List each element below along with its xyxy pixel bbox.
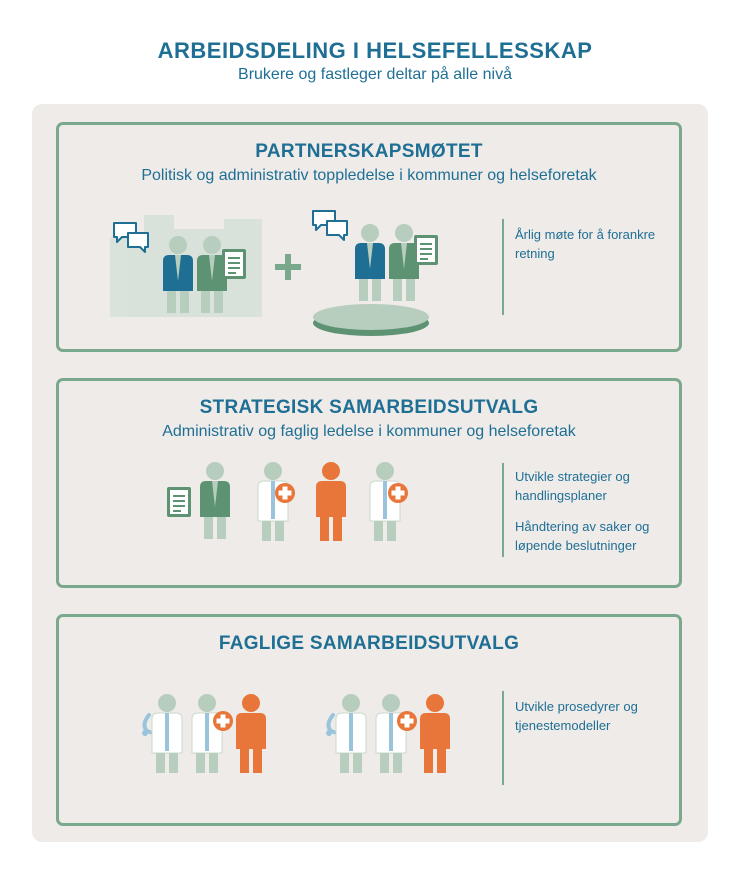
document-icon	[414, 235, 438, 265]
level-card-strategic	[56, 378, 682, 588]
level-subtitle: Administrativ og faglig ledelse i kommuner og helseforetak	[162, 423, 576, 440]
patient-icon	[316, 462, 346, 541]
level-title: FAGLIGE SAMARBEIDSUTVALG	[218, 633, 520, 654]
professional-illustration-group-2	[321, 693, 481, 793]
doctor-icon	[336, 694, 366, 773]
patient-icon	[420, 694, 450, 773]
level-card-partnership	[56, 122, 682, 352]
plus-icon	[275, 254, 301, 280]
medical-cross-icon	[397, 711, 417, 731]
divider	[502, 691, 504, 785]
page-title: ARBEIDSDELING I HELSEFELLESSKAP	[157, 38, 593, 63]
professional-illustration-group-1	[137, 693, 297, 793]
level-note: Utvikle strategier og handlingsplaner	[515, 469, 630, 503]
patient-icon	[236, 694, 266, 773]
speech-bubbles-icon	[313, 211, 347, 240]
person-suit-icon	[355, 224, 385, 301]
level-note: Utvikle prosedyrer og tjenestemodeller	[515, 699, 638, 733]
level-subtitle: Politisk og administrativ toppledelse i kommuner og helseforetak	[141, 167, 597, 184]
level-note: Håndtering av saker og løpende beslutninger	[515, 519, 650, 553]
page-subtitle: Brukere og fastleger deltar på alle nivå	[238, 66, 512, 83]
divider	[502, 219, 504, 315]
meeting-platform-icon	[313, 304, 429, 336]
person-suit-icon	[200, 462, 230, 539]
strategic-illustration	[167, 461, 427, 561]
partnership-illustration	[104, 205, 484, 335]
document-icon	[167, 487, 191, 517]
medical-cross-icon	[275, 483, 295, 503]
level-card-professional	[56, 614, 682, 826]
level-title: STRATEGISK SAMARBEIDSUTVALG	[199, 397, 539, 418]
doctor-icon	[192, 694, 222, 773]
medical-cross-icon	[388, 483, 408, 503]
document-icon	[222, 249, 246, 279]
level-title: PARTNERSKAPSMØTET	[255, 141, 483, 162]
level-note: Årlig møte for å forankre retning	[515, 227, 656, 261]
divider	[502, 463, 504, 557]
doctor-icon	[152, 694, 182, 773]
medical-cross-icon	[213, 711, 233, 731]
doctor-icon	[376, 694, 406, 773]
